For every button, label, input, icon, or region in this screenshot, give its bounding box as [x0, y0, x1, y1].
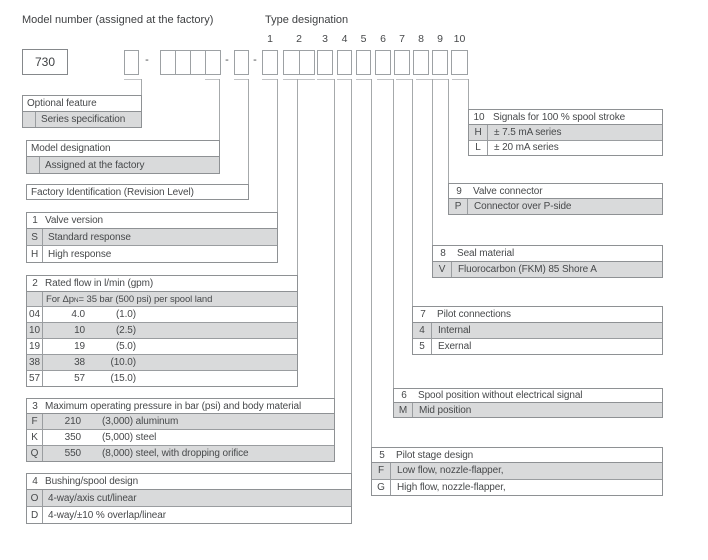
table-factory-identification	[26, 184, 249, 200]
row-flow-lmin: 4.0	[71, 309, 85, 320]
row-code: 38	[27, 355, 43, 370]
table-title: Maximum operating pressure in bar (psi) and body material	[45, 400, 302, 412]
model-number-label: Model number (assigned at the factory)	[22, 14, 214, 26]
row-code	[27, 157, 40, 173]
row-code: D	[27, 507, 43, 523]
connector-stub	[377, 79, 394, 80]
row-flow-lmin: 10	[74, 325, 85, 336]
table-row	[413, 338, 662, 354]
table-row	[449, 199, 662, 214]
table-valve-connector	[448, 183, 663, 215]
table-row	[27, 414, 334, 429]
connector-stub	[337, 79, 352, 80]
type-box-10	[451, 50, 468, 75]
connector-line	[393, 79, 394, 388]
type-box-6	[375, 50, 391, 75]
type-box-3	[317, 50, 333, 75]
connector-stub	[317, 79, 335, 80]
table-row	[27, 157, 219, 173]
table-spool-position	[393, 388, 663, 418]
table-header	[23, 96, 141, 112]
row-text: High flow, nozzle-flapper,	[397, 481, 506, 493]
designation-cell	[161, 51, 176, 74]
row-pressure-bar: 210	[64, 416, 81, 427]
connector-stub	[283, 79, 315, 80]
connector-line	[219, 79, 220, 140]
table-row	[372, 463, 662, 479]
connector-stub	[416, 79, 433, 80]
table-number: 4	[32, 476, 38, 487]
row-code: L	[469, 141, 488, 156]
connector-stub	[262, 79, 278, 80]
row-code: 4	[413, 323, 432, 338]
row-code: V	[433, 262, 452, 277]
row-text: Mid position	[419, 404, 472, 416]
table-header	[413, 307, 662, 323]
table-row	[27, 490, 351, 506]
row-flow-gpm: (1.0)	[115, 309, 136, 320]
table-header	[27, 474, 351, 490]
row-code: F	[372, 463, 391, 479]
digit-label-5: 5	[360, 33, 367, 45]
digit-label-4: 4	[341, 33, 348, 45]
table-header	[27, 276, 297, 292]
row-code: S	[27, 229, 43, 245]
digit-label-6: 6	[380, 33, 386, 45]
table-number: 7	[420, 309, 426, 320]
table-bushing-spool-design	[26, 473, 352, 524]
digit-label-9: 9	[437, 33, 443, 45]
table-header	[449, 184, 662, 199]
row-code: G	[372, 480, 391, 496]
row-code: O	[27, 490, 43, 506]
row-flow-gpm: (10.0)	[110, 357, 136, 368]
separator-dash: -	[145, 54, 149, 66]
table-pilot-stage-design	[371, 447, 663, 496]
row-code: H	[469, 125, 488, 140]
row-code: M	[394, 403, 413, 417]
table-header	[372, 448, 662, 463]
designation-cell	[176, 51, 191, 74]
table-spool-stroke-signals	[468, 109, 663, 156]
row-code: P	[449, 199, 468, 214]
connector-line	[277, 79, 278, 212]
row-text: Assigned at the factory	[45, 159, 145, 171]
row-text: ± 7.5 mA series	[494, 126, 562, 138]
digit-label-1: 1	[267, 33, 273, 45]
row-code	[23, 112, 36, 127]
table-header	[27, 213, 277, 229]
row-code: 19	[27, 339, 43, 354]
table-title: Optional feature	[27, 98, 97, 109]
table-title: Factory Identification (Revision Level)	[31, 186, 194, 198]
type-box-1	[262, 50, 278, 75]
table-subheader-row	[27, 292, 297, 306]
cell-divider	[299, 51, 300, 74]
connector-line	[297, 79, 298, 275]
type-designation-label: Type designation	[265, 14, 349, 26]
row-flow-gpm: (15.0)	[110, 373, 136, 384]
row-text: ± 20 mA series	[494, 142, 559, 154]
table-row	[394, 403, 662, 417]
row-text: High response	[48, 248, 112, 260]
row-pressure-bar: 550	[64, 448, 81, 459]
model-designation-boxes	[160, 50, 221, 75]
table-rated-flow	[26, 275, 298, 387]
connector-line	[334, 79, 335, 398]
row-code: K	[27, 430, 43, 445]
table-header	[27, 185, 248, 199]
row-text: Series specification	[41, 114, 126, 125]
connector-stub	[396, 79, 413, 80]
digit-label-7: 7	[399, 33, 405, 45]
type-box-5	[356, 50, 371, 75]
row-text: (8,000) steel, with dropping orifice	[102, 448, 249, 459]
table-row	[27, 306, 297, 322]
type-box-2	[283, 50, 315, 75]
table-row	[23, 112, 141, 127]
designation-cell	[206, 51, 220, 74]
table-optional-feature	[22, 95, 142, 128]
row-text: Internal	[438, 325, 471, 336]
table-title: Seal material	[457, 248, 515, 259]
table-seal-material	[432, 245, 663, 278]
table-number: 2	[32, 278, 38, 289]
row-flow-lmin: 57	[74, 373, 85, 384]
factory-identification-box	[234, 50, 249, 75]
row-text: (5,000) steel	[102, 432, 157, 443]
subheader-text	[43, 292, 212, 306]
table-title: Rated flow in l/min (gpm)	[45, 278, 154, 289]
table-number: 6	[401, 390, 407, 401]
row-code: 10	[27, 323, 43, 338]
separator-dash: -	[253, 54, 257, 66]
digit-label-3: 3	[322, 33, 328, 45]
table-row	[27, 445, 334, 461]
table-number: 8	[440, 248, 446, 259]
table-header	[394, 389, 662, 403]
connector-line	[248, 79, 249, 184]
optional-feature-box	[124, 50, 139, 75]
table-header	[469, 110, 662, 125]
table-title: Pilot stage design	[396, 449, 474, 461]
table-title: Valve connector	[473, 185, 543, 197]
digit-label-2: 2	[296, 33, 302, 45]
row-text: Exernal	[438, 341, 472, 352]
table-row	[469, 125, 662, 140]
table-row	[413, 323, 662, 338]
connector-line	[351, 79, 352, 473]
table-title: Bushing/spool design	[45, 476, 139, 487]
row-text: Standard response	[48, 231, 131, 243]
subheader-suffix: = 35 bar (500 psi) per spool land	[78, 293, 213, 305]
row-code: F	[27, 414, 43, 429]
table-header	[433, 246, 662, 262]
row-code: H	[27, 246, 43, 262]
connector-stub	[205, 79, 220, 80]
type-box-8	[413, 50, 429, 75]
table-row	[27, 370, 297, 386]
type-box-7	[394, 50, 410, 75]
row-flow-gpm: (2.5)	[115, 325, 136, 336]
row-flow-lmin: 38	[74, 357, 85, 368]
table-number: 5	[379, 449, 385, 461]
type-box-4	[337, 50, 352, 75]
row-flow-lmin: 19	[74, 341, 85, 352]
table-row	[27, 506, 351, 523]
table-row	[27, 338, 297, 354]
subheader-prefix: For Δp	[46, 293, 74, 305]
table-row	[27, 322, 297, 338]
model-number-box: 730	[22, 49, 68, 75]
table-row	[27, 354, 297, 370]
table-row	[27, 245, 277, 262]
row-code: 04	[27, 307, 43, 322]
row-code: 57	[27, 371, 43, 386]
designation-cell	[191, 51, 206, 74]
row-text: Connector over P-side	[474, 201, 572, 212]
row-text: (3,000) aluminum	[102, 416, 179, 427]
connector-stub	[452, 79, 469, 80]
table-title: Valve version	[45, 215, 103, 226]
row-code: 5	[413, 339, 432, 354]
table-row	[27, 429, 334, 445]
connector-line	[141, 79, 142, 95]
table-row	[372, 479, 662, 496]
digit-label-10: 10	[453, 33, 466, 45]
table-title: Spool position without electrical signal	[418, 390, 583, 401]
connector-stub	[124, 79, 142, 80]
table-pilot-connections	[412, 306, 663, 355]
table-row	[433, 262, 662, 277]
subheader-subscript: N	[73, 297, 79, 304]
digit-label-8: 8	[418, 33, 424, 45]
connector-line	[412, 79, 413, 306]
table-operating-pressure	[26, 398, 335, 462]
table-model-designation	[26, 140, 220, 174]
row-text: Low flow, nozzle-flapper,	[397, 465, 504, 477]
table-header	[27, 399, 334, 414]
table-row	[27, 229, 277, 245]
table-row	[469, 140, 662, 156]
table-number: 1	[32, 215, 38, 226]
row-flow-gpm: (5.0)	[115, 341, 136, 352]
connector-line	[371, 79, 372, 447]
row-pressure-bar: 350	[64, 432, 81, 443]
table-header	[27, 141, 219, 157]
table-number: 10	[473, 111, 485, 123]
connector-line	[448, 79, 449, 183]
type-box-9	[432, 50, 448, 75]
table-title: Pilot connections	[437, 309, 511, 320]
connector-stub	[432, 79, 449, 80]
table-number: 9	[456, 185, 462, 197]
table-valve-version	[26, 212, 278, 263]
connector-line	[468, 79, 469, 109]
row-text: 4-way/axis cut/linear	[48, 492, 137, 504]
connector-line	[432, 79, 433, 245]
connector-stub	[356, 79, 372, 80]
table-number: 3	[32, 400, 38, 412]
connector-stub	[234, 79, 249, 80]
separator-dash: -	[225, 54, 229, 66]
row-code	[27, 292, 43, 306]
row-text: 4-way/±10 % overlap/linear	[48, 509, 166, 521]
table-title: Model designation	[31, 143, 111, 154]
row-code: Q	[27, 446, 43, 461]
table-title: Signals for 100 % spool stroke	[493, 111, 626, 123]
row-text: Fluorocarbon (FKM) 85 Shore A	[458, 264, 597, 275]
